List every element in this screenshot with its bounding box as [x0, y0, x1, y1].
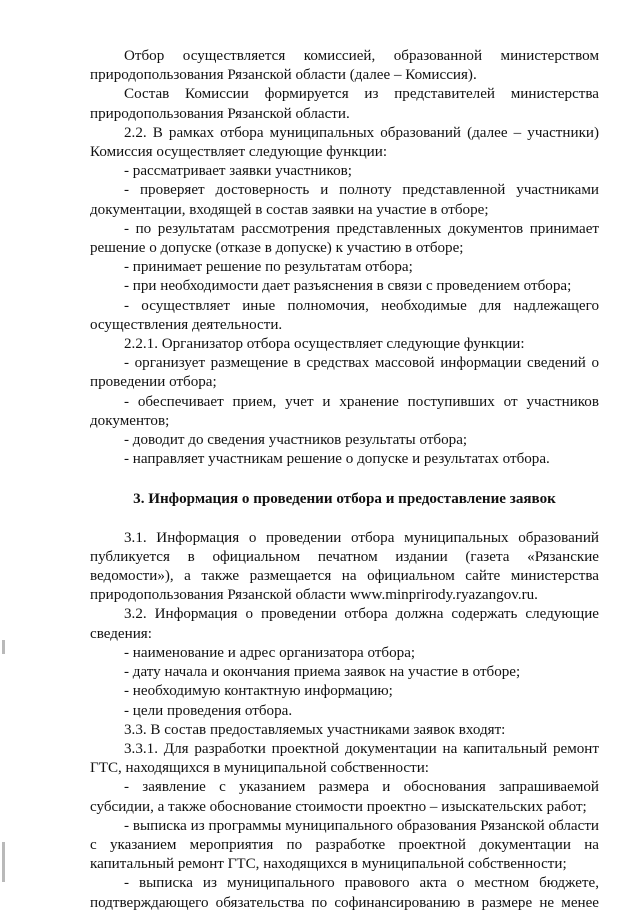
margin-scan-mark [2, 640, 5, 654]
list-item: - наименование и адрес организатора отбора; [124, 644, 416, 661]
list-item: - необходимую контактную информацию; [124, 683, 393, 700]
paragraph: 2.2.1. Организатор отбора осуществляет следующие функции: [124, 336, 525, 353]
paragraph: 3.3. В состав предоставляемых участниками заявок входят: [124, 721, 506, 738]
list-item: - цели проведения отбора. [124, 702, 293, 719]
list-item: - выписка из муниципального правового акта о местном бюджете, подтверждающего обязательства по софинансированию в размере не менее [90, 875, 599, 911]
list-item: - заявление с указанием размера и обоснования запрашиваемой субсидии, а также обоснование стоимости проектно – изыскательских работ; [90, 779, 599, 815]
paragraph: Отбор осуществляется комиссией, образованной министерством природопользования Рязанской области (далее – Комиссия). [90, 48, 599, 84]
list-item: - принимает решение по результатам отбора; [124, 259, 413, 276]
list-item: - по результатам рассмотрения представленных документов принимает решение о допуске (отказе в допуске) к участию в отборе; [90, 220, 599, 257]
list-item: - осуществляет иные полномочия, необходимые для надлежащего осуществления деятельности. [90, 297, 599, 333]
list-item: - организует размещение в средствах массовой информации сведений о проведении отбора; [90, 355, 599, 391]
list-item: - доводит до сведения участников результаты отбора; [124, 432, 468, 449]
list-item: - проверяет достоверность и полноту представленной участниками документации, входящей в состав заявки на участие в отборе; [90, 182, 599, 218]
margin-scan-mark [2, 842, 5, 882]
list-item: - обеспечивает прием, учет и хранение поступивших от участников документов; [90, 393, 599, 429]
list-item: - дату начала и окончания приема заявок на участие в отборе; [124, 664, 521, 681]
list-item: - направляет участникам решение о допуске и результатах отбора. [124, 451, 550, 468]
list-item: - при необходимости дает разъяснения в связи с проведением отбора; [124, 278, 572, 295]
list-item: - рассматривает заявки участников; [124, 163, 352, 180]
paragraph: Состав Комиссии формируется из представителей министерства природопользования Рязанской области. [90, 86, 599, 122]
paragraph: 2.2. В рамках отбора муниципальных образований (далее – участники) Комиссия осуществляет следующие функции: [90, 124, 599, 161]
section-heading: 3. Информация о проведении отбора и предоставление заявок [133, 491, 556, 508]
paragraph: 3.2. Информация о проведении отбора должна содержать следующие сведения: [90, 606, 599, 642]
list-item: - выписка из программы муниципального образования Рязанской области с указанием мероприятия по разработке проектной документации на капитальный ремонт ГТС, находящихся в муниципальной собственности; [90, 817, 599, 873]
paragraph: 3.3.1. Для разработки проектной документации на капитальный ремонт ГТС, находящихся в муниципальной собственности: [90, 740, 599, 777]
paragraph: 3.1. Информация о проведении отбора муниципальных образований публикуется в официальном печатном издании (газета «Рязанские ведомости»), а также размещается на официальном сайте министерства природопользования Рязанской области www.minprirody.ryazangov.ru. [90, 529, 599, 604]
document-body [90, 47, 599, 913]
